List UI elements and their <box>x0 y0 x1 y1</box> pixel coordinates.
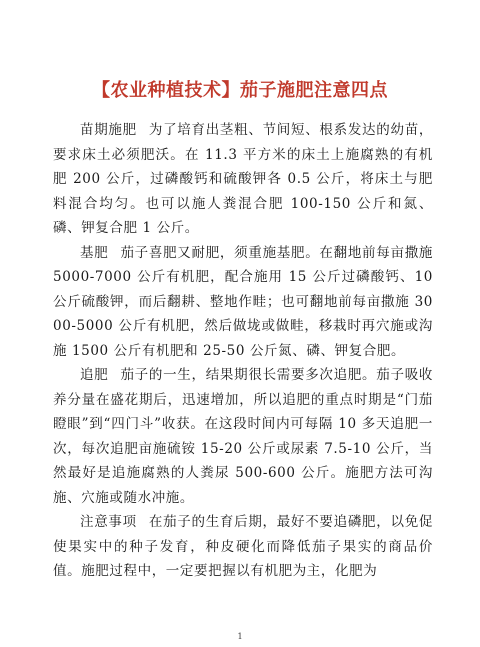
paragraph-text: 为了培育出茎粗、节间短、根系发达的幼苗，要求床土必须肥沃。在 11.3 平方米的床土上施腐熟的有机肥 200 公斤，过磷酸钙和硫酸钾各 0.5 公斤，将床土与肥料混合均匀。也可以施人粪混合肥 100-150 公斤和氮、磷、钾复合肥 1 公斤。 <box>53 122 434 236</box>
paragraph-text: 在茄子的生育后期，最好不要追磷肥，以免促使果实中的种子发育，种皮硬化而降低茄子果实的商品价值。施肥过程中，一定要把握以有机肥为主，化肥为 <box>53 514 434 579</box>
page-title: 【农业种植技术】茄子施肥注意四点 <box>92 80 388 101</box>
document-body <box>53 118 433 584</box>
paragraph-heading: 苗期施肥 <box>80 122 137 138</box>
paragraph-precautions <box>53 510 433 584</box>
paragraph-text: 茄子喜肥又耐肥，须重施基肥。在翻地前每亩撒施 5000-7000 公斤有机肥，配合施用 15 公斤过磷酸钙、10 公斤硫酸钾，而后翻耕、整地作畦；也可翻地前每亩撒施 3000-5000 公斤有机肥，然后做垅或做畦，移栽时再穴施或沟施 1500 公斤有机肥和 25-50 公斤氮、磷、钾复合肥。 <box>53 244 434 359</box>
paragraph-topdressing <box>53 363 433 510</box>
paragraph-base-fertilizer <box>53 241 433 364</box>
paragraph-heading: 追肥 <box>80 367 109 383</box>
paragraph-seedling-fertilization <box>53 118 433 241</box>
paragraph-heading: 基肥 <box>80 244 109 261</box>
page-number: 1 <box>237 632 243 641</box>
paragraph-text: 茄子的一生，结果期很长需要多次追肥。茄子吸收养分量在盛花期后，迅速增加，所以追肥的重点时期是“门茄瞪眼”到“四门斗”收获。在这段时间内可每隔 10 多天追肥一次，每次追肥亩施硫铵 15-20 公斤或尿素 7.5-10 公斤，当然最好是追施腐熟的人粪尿 500-600 公斤。施肥方法可沟施、穴施或随水冲施。 <box>53 367 434 506</box>
paragraph-heading: 注意事项 <box>80 514 137 530</box>
